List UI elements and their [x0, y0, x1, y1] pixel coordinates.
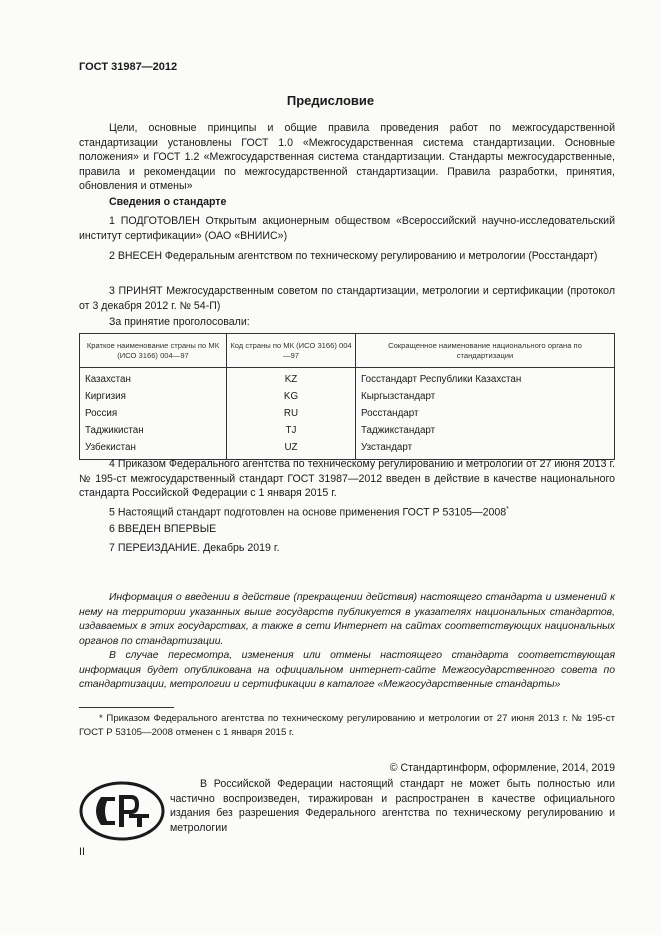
- footnote-divider: [79, 707, 174, 708]
- cell-country: Россия: [80, 405, 227, 422]
- voted-label: За принятие проголосовали:: [109, 316, 250, 328]
- item-5-text: 5 Настоящий стандарт подготовлен на основе применения ГОСТ Р 53105—2008: [109, 506, 507, 519]
- item-6: 6 ВВЕДЕН ВПЕРВЫЕ: [109, 523, 217, 535]
- cell-code: TJ: [227, 422, 356, 439]
- document-header: ГОСТ 31987—2012: [79, 61, 178, 73]
- item-7: 7 ПЕРЕИЗДАНИЕ. Декабрь 2019 г.: [109, 542, 280, 554]
- item-2: 2 ВНЕСЕН Федеральным агентством по техническому регулированию и метрологии (Росстандарт): [109, 250, 598, 262]
- cell-code: KG: [227, 388, 356, 405]
- cell-body: Кыргызстандарт: [356, 388, 615, 405]
- item-5: [79, 503, 615, 520]
- cell-body: Росстандарт: [356, 405, 615, 422]
- table-row: [80, 405, 615, 422]
- cell-body: Госстандарт Республики Казахстан: [356, 368, 615, 389]
- column-header-body: Сокращенное наименование национального органа по стандартизации: [356, 334, 615, 368]
- cell-country: Казахстан: [80, 368, 227, 389]
- rights-notice: В Российской Федерации настоящий стандарт не может быть полностью или частично воспроизведен, тиражирован и распространен в качестве официального издания без разрешения Федерального агентства по техническому регулированию и метрологии: [170, 778, 615, 834]
- rst-certification-logo-icon: [79, 781, 165, 841]
- cell-country: Таджикистан: [80, 422, 227, 439]
- table-row: [80, 368, 615, 389]
- section-title: Сведения о стандарте: [109, 196, 227, 208]
- cell-code: UZ: [227, 439, 356, 460]
- item-4: 4 Приказом Федерального агентства по техническому регулированию и метрологии от 27 июня 2013 г. № 195-ст межгосударственный стандарт ГОСТ 31987—2012 введен в действие в качестве национального стандарта Российской Федерации с 1 января 2015 г.: [79, 458, 615, 500]
- column-header-code: Код страны по МК (ИСО 3166) 004—97: [227, 334, 356, 368]
- table-row: [80, 422, 615, 439]
- cell-country: Узбекистан: [80, 439, 227, 460]
- page-title: Предисловие: [286, 93, 375, 108]
- table-header-row: [80, 334, 615, 368]
- item-3: 3 ПРИНЯТ Межгосударственным советом по стандартизации, метрологии и сертификации (протокол от 3 декабря 2012 г. № 54-П): [79, 285, 615, 312]
- copyright: © Стандартинформ, оформление, 2014, 2019: [389, 762, 615, 774]
- column-header-country: Краткое наименование страны по МК (ИСО 3166) 004—97: [80, 334, 227, 368]
- cell-body: Узстандарт: [356, 439, 615, 460]
- item-1: 1 ПОДГОТОВЛЕН Открытым акционерным обществом «Всероссийский научно-исследовательский институт сертификации» (ОАО «ВНИИС»): [79, 215, 615, 242]
- footnote: * Приказом Федерального агентства по техническому регулированию и метрологии от 27 июня 2013 г. № 195-ст ГОСТ Р 53105—2008 отменен с 1 января 2015 г.: [79, 713, 615, 738]
- table-row: [80, 388, 615, 405]
- intro-paragraph: Цели, основные принципы и общие правила проведения работ по межгосударственной стандартизации установлены ГОСТ 1.0 «Межгосударственная система стандартизации. Основные положения» и ГОСТ 1.2 «Межгосударственная система стандартизации. Стандарты межгосударственные, правила и рекомендации по межгосударственной стандартизации. Правила разработки, принятия, обновления и отмены»: [79, 122, 615, 193]
- voting-table: [79, 333, 615, 460]
- cell-country: Киргизия: [80, 388, 227, 405]
- footnote-mark: *: [506, 506, 509, 513]
- info-paragraph-2: В случае пересмотра, изменения или отмены настоящего стандарта соответствующая информация будет опубликована на официальном интернет-сайте Межгосударственного совета по стандартизации, метрологии и сертификации в каталоге «Межгосударственные стандарты»: [79, 650, 615, 691]
- cell-body: Таджикстандарт: [356, 422, 615, 439]
- info-paragraph-1: Информация о введении в действие (прекращении действия) настоящего стандарта и изменений к нему на территории указанных выше государств публикуется в указателях национальных стандартов, издаваемых в этих государствах, а также в сети Интернет на сайтах соответствующих национальных органов по стандартизации.: [79, 592, 615, 647]
- page-number: II: [79, 846, 85, 858]
- cell-code: KZ: [227, 368, 356, 389]
- cell-code: RU: [227, 405, 356, 422]
